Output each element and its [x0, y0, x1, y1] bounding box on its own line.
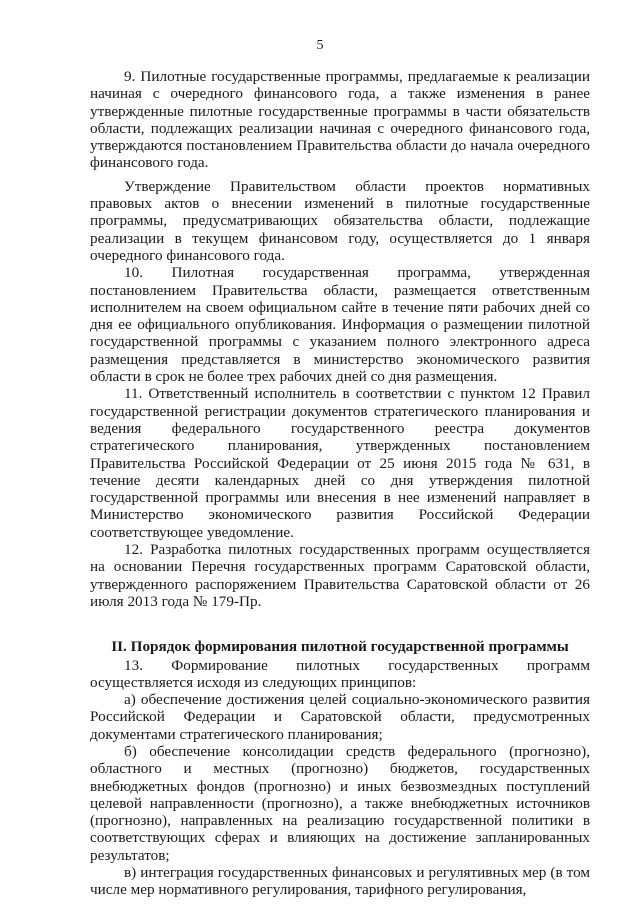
paragraph-11: 11. Ответственный исполнитель в соответствии с пунктом 12 Правил государственной регистрации документов стратегического планирования и ведения федерального государственного реестра документов стратегического планирования, утвержденных постановлением Правительства Российской Федерации от 25 июня 2015 года № 631, в течение десяти календарных дней со дня утверждения пилотной государственной программы или внесения в нее изменений направляет в Министерство экономического развития Российской Федерации соответствующее уведомление. — [90, 385, 590, 541]
paragraph-10: 10. Пилотная государственная программа, утвержденная постановлением Правительства области, размещается ответственным исполнителем на своем официальном сайте в течение пяти рабочих дней со дня ее официального опубликования. Информация о размещении пилотной государственной программы с указанием полного электронного адреса размещения представляется в министерство экономического развития области в срок не более трех рабочих дней со дня размещения. — [90, 264, 590, 386]
document-body — [90, 68, 590, 899]
paragraph-9-continuation: Утверждение Правительством области проектов нормативных правовых актов о внесении изменений в пилотные государственные программы, предусматривающих обязательства области, подлежащие реализации в текущем финансовом году, осуществляется до 1 января очередного финансового года. — [90, 177, 590, 264]
paragraph-12: 12. Разработка пилотных государственных программ осуществляется на основании Перечня государственных программ Саратовской области, утвержденного распоряжением Правительства Саратовской области от 26 июля 2013 года № 179-Пр. — [90, 541, 590, 610]
principle-a: а) обеспечение достижения целей социально-экономического развития Российской Федерации и Саратовской области, предусмотренных документами стратегического планирования; — [90, 691, 590, 743]
principle-b: б) обеспечение консолидации средств федерального (прогнозно), областного и местных (прогнозно) бюджетов, государственных внебюджетных фондов (прогнозно) и иных безвозмездных поступлений целевой направленности (прогнозно), а также внебюджетных источников (прогнозно), направленных на реализацию государственной политики в соответствующих сферах и влияющих на достижение запланированных результатов; — [90, 742, 590, 864]
principle-v: в) интеграция государственных финансовых и регулятивных мер (в том числе мер нормативного регулирования, тарифного регулирования, — [90, 864, 590, 899]
paragraph-9: 9. Пилотные государственные программы, предлагаемые к реализации начиная с очередного финансового года, а также изменения в ранее утвержденные пилотные государственные программы в части обязательств области, подлежащих реализации начиная с очередного финансового года, утверждаются постановлением Правительства области до начала очередного финансового года. — [90, 68, 590, 172]
paragraph-13: 13. Формирование пилотных государственных программ осуществляется исходя из следующих принципов: — [90, 656, 590, 691]
section-heading: II. Порядок формирования пилотной государственной программы — [111, 638, 569, 656]
page-number: 5 — [316, 38, 324, 53]
